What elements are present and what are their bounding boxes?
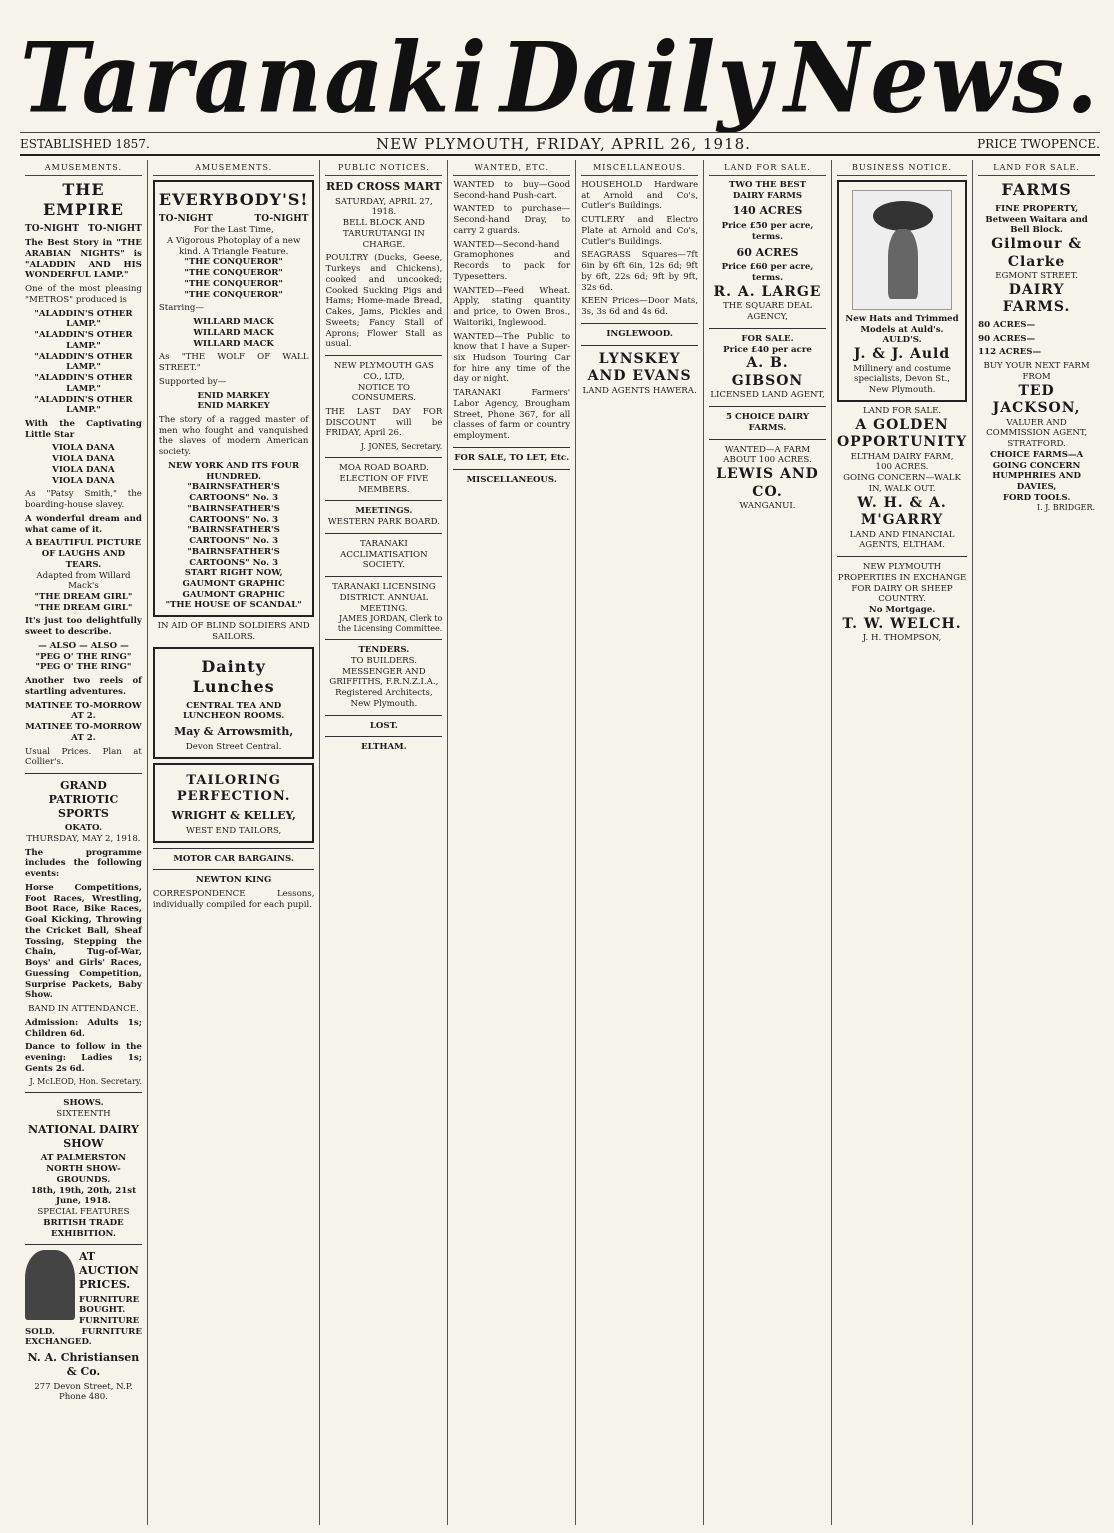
text: Between Waitara and Bell Block. bbox=[985, 214, 1088, 236]
inglewood-head: INGLEWOOD. bbox=[606, 328, 673, 339]
text: 100 ACRES. bbox=[875, 462, 929, 473]
sixteenth: SIXTEENTH bbox=[56, 1109, 111, 1120]
furniture: FURNITURE BOUGHT. FURNITURE SOLD. FURNITURE EXCHANGED. bbox=[25, 1294, 142, 1348]
tonight-row bbox=[159, 214, 309, 225]
star-line: VIOLA DANA bbox=[52, 475, 115, 486]
star-line: VIOLA DANA bbox=[52, 464, 115, 475]
misc-ad: CUTLERY and Electro Plate at Arnold and Co's, Cutler's Buildings. bbox=[581, 215, 699, 247]
divider bbox=[453, 447, 570, 448]
dairy-farms: DAIRY FARMS bbox=[732, 190, 803, 201]
mcgarry: W. H. & A. M'GARRY bbox=[857, 494, 947, 529]
sports-title: GRAND PATRIOTIC SPORTS bbox=[48, 779, 119, 820]
text: LICENSED LAND AGENT, bbox=[710, 390, 825, 401]
mack-line: WILLARD MACK bbox=[193, 338, 274, 349]
palmerston: AT PALMERSTON NORTH SHOW-GROUNDS. bbox=[40, 1153, 127, 1185]
column-heading: LAND FOR SALE. bbox=[709, 163, 826, 176]
five-choice: 5 CHOICE DAIRY FARMS. bbox=[726, 412, 809, 433]
land-head: LAND FOR SALE. bbox=[863, 405, 942, 416]
wright-kelley: WRIGHT & KELLEY, bbox=[171, 809, 296, 823]
text: LAND AND FINANCIAL AGENTS, ELTHAM. bbox=[849, 529, 955, 551]
text: ELTHAM DAIRY FARM, bbox=[850, 451, 954, 462]
also-line: — ALSO — ALSO — bbox=[38, 640, 129, 651]
text: FINE PROPERTY, bbox=[995, 204, 1079, 214]
text: WEST END TAILORS, bbox=[186, 825, 282, 836]
tonight-right: TO-NIGHT bbox=[87, 224, 142, 234]
lamp-line: "ALADDIN'S OTHER LAMP." bbox=[34, 351, 133, 373]
text: Supported by— bbox=[158, 376, 227, 387]
auction-title: AT AUCTION PRICES. bbox=[79, 1250, 139, 1291]
jj-auld: J. & J. Auld bbox=[853, 346, 951, 363]
christiansen: N. A. Christiansen & Co. bbox=[27, 1351, 140, 1378]
wanted-ad: WANTED—The Public to know that I have a Super-six Hudson Touring Car for hire any time of the day or night. bbox=[453, 331, 571, 385]
misc-head: MISCELLANEOUS. bbox=[466, 474, 557, 485]
divider bbox=[325, 715, 442, 716]
text: A wonderful dream and what came of it. bbox=[25, 513, 142, 535]
divider bbox=[709, 328, 826, 329]
admission: Admission: Adults 1s; Children 6d. bbox=[25, 1017, 142, 1039]
text: With the Captivating Little Star bbox=[25, 419, 142, 440]
wanted-ad: WANTED to buy—Good Second-hand Push-cart. bbox=[453, 180, 571, 201]
divider bbox=[325, 639, 442, 640]
divider bbox=[25, 1244, 142, 1245]
events-list: Horse Competitions, Foot Races, Wrestling, Boot Race, Bike Races, Goal Kicking, Throwing the Cricket Ball, Sheaf Tossing, Stepping the Chain, Tug-of-War, Boys' and Girls' Races, Guessing Competition, Surprise Packets, Baby Show. bbox=[25, 882, 142, 1001]
divider bbox=[581, 345, 698, 346]
divider bbox=[325, 457, 442, 458]
hats-title: New Hats and Trimmed Models at Auld's. bbox=[845, 314, 959, 335]
text: VALUER AND COMMISSION AGENT, STRATFORD. bbox=[986, 417, 1088, 450]
text: GOING CONCERN—WALK IN, WALK OUT. bbox=[843, 473, 961, 494]
column-heading: PUBLIC NOTICES. bbox=[325, 163, 442, 176]
empire-title: THE EMPIRE bbox=[42, 180, 124, 219]
matinee: MATINEE TO-MORROW AT 2. bbox=[25, 722, 142, 743]
dainty-title: Dainty Lunches bbox=[192, 656, 275, 696]
divider bbox=[837, 556, 967, 557]
text: TARANAKI ACCLIMATISATION SOCIETY. bbox=[340, 538, 428, 571]
misc-ad: SEAGRASS Squares—7ft 6in by 6ft 6in, 12s 6d; 9ft by 6ft, 22s 6d; 9ft by 9ft, 32s 6d. bbox=[581, 250, 699, 293]
conqueror-line: "THE CONQUEROR" bbox=[184, 257, 283, 268]
column-wanted bbox=[448, 160, 576, 1525]
column-heading: MISCELLANEOUS. bbox=[581, 163, 698, 176]
auction-ad bbox=[25, 1250, 142, 1348]
text: No Mortgage. bbox=[868, 604, 936, 615]
text: IN AID OF BLIND SOLDIERS AND SAILORS. bbox=[157, 621, 310, 642]
signature: J. McLEOD, Hon. Secretary. bbox=[29, 1077, 142, 1087]
text: One of the most pleasing "METROS" produced is bbox=[25, 284, 142, 305]
wanted-farm: WANTED—A FARM ABOUT 100 ACRES. bbox=[723, 444, 812, 466]
columns bbox=[20, 160, 1100, 1525]
everybodys-title: EVERYBODY'S! bbox=[158, 190, 309, 209]
column-business-notice bbox=[832, 160, 973, 1525]
acres-140: 140 ACRES bbox=[732, 204, 803, 218]
divider bbox=[325, 500, 442, 501]
text: CENTRAL TEA AND LUNCHEON ROOMS. bbox=[183, 700, 285, 722]
text: THE SQUARE DEAL AGENCY, bbox=[723, 301, 812, 323]
lamp-line: "ALADDIN'S OTHER LAMP." bbox=[34, 308, 133, 330]
text: A BEAUTIFUL PICTURE OF LAUGHS AND TEARS. bbox=[25, 538, 142, 570]
text: SATURDAY, APRIL 27, 1918. bbox=[334, 196, 433, 218]
text: As "THE WOLF OF WALL STREET." bbox=[158, 352, 309, 374]
forsale-head: FOR SALE. bbox=[741, 333, 794, 344]
text: MESSENGER AND GRIFFITHS, F.R.N.Z.I.A., Registered Architects, New Plymouth. bbox=[329, 666, 439, 709]
text: HUMPHRIES AND DAVIES, bbox=[992, 471, 1081, 493]
column-miscellaneous bbox=[576, 160, 704, 1525]
text: LAND AGENTS HAWERA. bbox=[582, 385, 697, 396]
signature: I. J. BRIDGER. bbox=[1036, 503, 1096, 513]
dairy-farms: DAIRY FARMS. bbox=[1002, 281, 1071, 316]
okato: OKATO. bbox=[64, 823, 103, 834]
text: BUY YOUR NEXT FARM FROM bbox=[983, 361, 1090, 382]
gas-title: NEW PLYMOUTH GAS CO., LTD, bbox=[333, 361, 434, 382]
text: TO BUILDERS. bbox=[350, 655, 417, 666]
text: FORD TOOLS. bbox=[1002, 492, 1071, 503]
lamp-line: "ALADDIN'S OTHER LAMP." bbox=[34, 330, 133, 351]
hat-illustration-icon bbox=[852, 190, 952, 310]
lamp-line: "ALADDIN'S OTHER LAMP." bbox=[34, 373, 133, 394]
wanted-ad: TARANAKI Farmers' Labor Agency, Brougham Street, Phone 367, for all classes of farm or country employment. bbox=[453, 388, 571, 442]
golden-opportunity: A GOLDEN OPPORTUNITY bbox=[836, 416, 968, 451]
gilmour-clarke: Gilmour & Clarke bbox=[991, 236, 1082, 270]
price: Price £50 per acre, terms. bbox=[721, 221, 814, 242]
column-heading: LAND FOR SALE. bbox=[978, 163, 1095, 176]
christiansen-address: 277 Devon Street, N.P. Phone 480. bbox=[34, 1381, 133, 1403]
text: "THE HOUSE OF SCANDAL" bbox=[165, 600, 302, 611]
tonight-left: TO-NIGHT bbox=[158, 214, 213, 224]
motor-head: MOTOR CAR BARGAINS. bbox=[173, 853, 294, 864]
markey-line: ENID MARKEY bbox=[197, 401, 270, 412]
text: NOTICE TO CONSUMERS. bbox=[351, 382, 416, 404]
shows-head: SHOWS. bbox=[63, 1098, 104, 1109]
price: PRICE TWOPENCE. bbox=[977, 136, 1100, 151]
cartoon-line: "BAIRNSFATHER'S CARTOONS" No. 3 bbox=[187, 525, 280, 547]
tonight-right: TO-NIGHT bbox=[254, 214, 309, 224]
misc-ad: HOUSEHOLD Hardware at Arnold and Co's, Cutler's Buildings. bbox=[581, 180, 699, 212]
dairy-show-title: NATIONAL DAIRY SHOW bbox=[27, 1122, 139, 1150]
divider bbox=[325, 533, 442, 534]
text: Starring— bbox=[158, 303, 204, 314]
column-land-for-sale-2 bbox=[973, 160, 1100, 1525]
eltham-head: ELTHAM. bbox=[361, 742, 407, 753]
text: 112 ACRES— bbox=[978, 347, 1042, 358]
masthead-word-1: Taranaki bbox=[20, 21, 489, 135]
markey-line: ENID MARKEY bbox=[197, 390, 270, 401]
text: CORRESPONDENCE Lessons, individually compiled for each pupil. bbox=[152, 889, 315, 910]
lost-head: LOST. bbox=[369, 720, 398, 731]
mack-line: WILLARD MACK bbox=[193, 317, 274, 328]
large-agent: R. A. LARGE bbox=[713, 283, 822, 300]
text: WANGANUI. bbox=[739, 501, 796, 512]
divider bbox=[581, 323, 698, 324]
cartoon-line: "BAIRNSFATHER'S CARTOONS" No. 3 bbox=[187, 482, 280, 504]
divider bbox=[709, 406, 826, 407]
text: WESTERN PARK BOARD. bbox=[327, 517, 440, 528]
masthead bbox=[20, 14, 1100, 135]
divider bbox=[153, 869, 315, 870]
gaumont-line: GAUMONT GRAPHIC bbox=[182, 589, 285, 600]
text: NEW YORK AND ITS FOUR HUNDRED. bbox=[168, 460, 300, 482]
british: BRITISH TRADE EXHIBITION. bbox=[43, 1217, 124, 1239]
column-amusements-2 bbox=[148, 160, 321, 1525]
masthead-word-2: Daily bbox=[500, 21, 773, 135]
text: The story of a ragged master of men who fought and vanquished the slaves of modern American society. bbox=[158, 415, 309, 458]
star-line: VIOLA DANA bbox=[52, 443, 115, 454]
column-heading: AMUSEMENTS. bbox=[25, 163, 142, 176]
forsale-head: FOR SALE, TO LET, Etc. bbox=[454, 452, 570, 463]
ted-jackson: TED JACKSON, bbox=[992, 382, 1081, 417]
sports-date: THURSDAY, MAY 2, 1918. bbox=[26, 834, 141, 845]
column-heading: WANTED, ETC. bbox=[453, 163, 570, 176]
band: BAND IN ATTENDANCE. bbox=[28, 1004, 139, 1015]
show-dates: 18th, 19th, 20th, 21st June, 1918. bbox=[30, 1185, 137, 1207]
text: J. H. THOMPSON, bbox=[862, 633, 942, 644]
text: 80 ACRES— bbox=[978, 319, 1036, 330]
prices: Usual Prices. Plan at Collier's. bbox=[25, 746, 142, 768]
star-line: VIOLA DANA bbox=[52, 454, 115, 465]
conqueror-line: "THE CONQUEROR" bbox=[184, 289, 283, 300]
special: SPECIAL FEATURES bbox=[37, 1207, 130, 1218]
price: Price £40 per acre bbox=[723, 344, 812, 355]
text: 90 ACRES— bbox=[978, 333, 1036, 344]
text: POULTRY (Ducks, Geese, Turkeys and Chickens), cooked and uncooked; Cooked Sucking Pigs and Hams; Home-made Bread, Cakes, Jams, Pickles and Sweets; Fancy Stall of Aprons; Flower Stall as usual. bbox=[325, 253, 443, 350]
misc-ad: KEEN Prices—Door Mats, 3s, 3s 6d and 4s 6d. bbox=[581, 296, 699, 318]
dream-line: "THE DREAM GIRL" bbox=[34, 592, 133, 603]
signature: J. JONES, Secretary. bbox=[360, 442, 443, 452]
peg-line: "PEG O' THE RING" bbox=[35, 662, 132, 673]
conqueror-line: "THE CONQUEROR" bbox=[184, 268, 283, 279]
text: The Best Story in "THE ARABIAN NIGHTS" is "ALADDIN AND HIS WONDERFUL LAMP." bbox=[25, 238, 142, 281]
wanted-ad: WANTED—Feed Wheat. Apply, stating quantity and price, to Owen Bros., Waitoriki, Inglewood. bbox=[453, 285, 571, 328]
meetings-head: MEETINGS. bbox=[355, 506, 413, 517]
mack-line: WILLARD MACK bbox=[193, 327, 274, 338]
text: THE LAST DAY FOR DISCOUNT will be FRIDAY, April 26. bbox=[325, 406, 443, 439]
wanted-ad: WANTED to purchase—Second-hand Dray, to carry 2 guards. bbox=[453, 204, 571, 236]
lynskey-evans: LYNSKEY AND EVANS bbox=[587, 350, 692, 385]
text: CHOICE FARMS—A GOING CONCERN bbox=[989, 449, 1084, 471]
man-illustration-icon bbox=[25, 1250, 75, 1320]
lewis-co: LEWIS AND CO. bbox=[716, 466, 819, 500]
dateline bbox=[20, 132, 1100, 156]
tailoring-title: TAILORING PERFECTION. bbox=[176, 772, 291, 804]
red-cross-title: RED CROSS MART bbox=[326, 180, 442, 193]
text: NEW PLYMOUTH PROPERTIES IN EXCHANGE FOR DAIRY OR SHEEP COUNTRY. bbox=[837, 562, 967, 605]
price: Price £60 per acre, terms. bbox=[721, 262, 814, 284]
wanted-ad: WANTED—Second-hand Gramophones and Records to pack for Typesetters. bbox=[453, 239, 571, 282]
column-public-notices bbox=[320, 160, 448, 1525]
text: ELECTION OF FIVE MEMBERS. bbox=[339, 473, 429, 495]
text: A Vigorous Photoplay of a new kind. A Triangle Feature. bbox=[166, 235, 301, 257]
dance: Dance to follow in the evening: Ladies 1s; Gents 2s 6d. bbox=[25, 1042, 142, 1074]
column-amusements-1 bbox=[20, 160, 148, 1525]
column-land-for-sale bbox=[704, 160, 832, 1525]
text: TARANAKI LICENSING DISTRICT. ANNUAL MEETING. bbox=[332, 582, 436, 614]
date-place: NEW PLYMOUTH, FRIDAY, APRIL 26, 1918. bbox=[375, 134, 751, 153]
divider bbox=[453, 469, 570, 470]
divider bbox=[325, 355, 442, 356]
acres-60: 60 ACRES bbox=[736, 245, 799, 259]
lamp-line: "ALADDIN'S OTHER LAMP." bbox=[34, 394, 133, 416]
signature: JAMES JORDAN, Clerk to the Licensing Committee. bbox=[337, 614, 443, 634]
text: BELL BLOCK AND TARURUTANGI IN CHARGE. bbox=[342, 218, 425, 250]
text: Another two reels of startling adventures. bbox=[25, 676, 142, 697]
farms-title: FARMS bbox=[1001, 180, 1072, 199]
text: Millinery and costume specialists, Devon St., New Plymouth. bbox=[853, 363, 951, 396]
two-best: TWO THE BEST bbox=[729, 180, 806, 190]
gibson-agent: A. B. GIBSON bbox=[731, 355, 804, 389]
text: START RIGHT NOW, bbox=[184, 568, 283, 579]
newton-king: NEWTON KING bbox=[195, 875, 272, 886]
established: ESTABLISHED 1857. bbox=[20, 136, 150, 151]
column-heading: BUSINESS NOTICE. bbox=[837, 163, 967, 176]
tenders-head: TENDERS. bbox=[358, 645, 410, 656]
may-arrowsmith: May & Arrowsmith, bbox=[174, 725, 294, 739]
text: Devon Street Central. bbox=[185, 741, 282, 752]
divider bbox=[25, 1092, 142, 1093]
tonight-row bbox=[25, 224, 142, 235]
text: Adapted from Willard Mack's bbox=[36, 570, 131, 592]
masthead-word-3: News. bbox=[784, 21, 1100, 135]
matinee: MATINEE TO-MORROW AT 2. bbox=[25, 700, 142, 722]
divider bbox=[25, 773, 142, 774]
divider bbox=[709, 439, 826, 440]
text: It's just too delightfully sweet to describe. bbox=[25, 616, 142, 638]
peg-line: "PEG O' THE RING" bbox=[35, 651, 132, 662]
text: For the Last Time, bbox=[193, 225, 274, 236]
text: The programme includes the following events: bbox=[25, 847, 142, 880]
divider bbox=[325, 736, 442, 737]
conqueror-line: "THE CONQUEROR" bbox=[184, 278, 283, 289]
dream-line: "THE DREAM GIRL" bbox=[34, 602, 133, 613]
aulds: AULD'S. bbox=[882, 335, 922, 346]
tonight-left: TO-NIGHT bbox=[25, 224, 79, 234]
cartoon-line: "BAIRNSFATHER'S CARTOONS" No. 3 bbox=[187, 546, 280, 568]
welch: T. W. WELCH. bbox=[842, 615, 962, 632]
divider bbox=[325, 576, 442, 577]
cartoon-line: "BAIRNSFATHER'S CARTOONS" No. 3 bbox=[187, 503, 280, 525]
text: MOA ROAD BOARD. bbox=[339, 463, 429, 474]
gaumont-line: GAUMONT GRAPHIC bbox=[182, 579, 285, 590]
column-heading: AMUSEMENTS. bbox=[153, 163, 315, 176]
divider bbox=[153, 848, 315, 849]
text: EGMONT STREET. bbox=[995, 271, 1078, 282]
text: As "Patsy Smith," the boarding-house slavey. bbox=[25, 489, 142, 511]
